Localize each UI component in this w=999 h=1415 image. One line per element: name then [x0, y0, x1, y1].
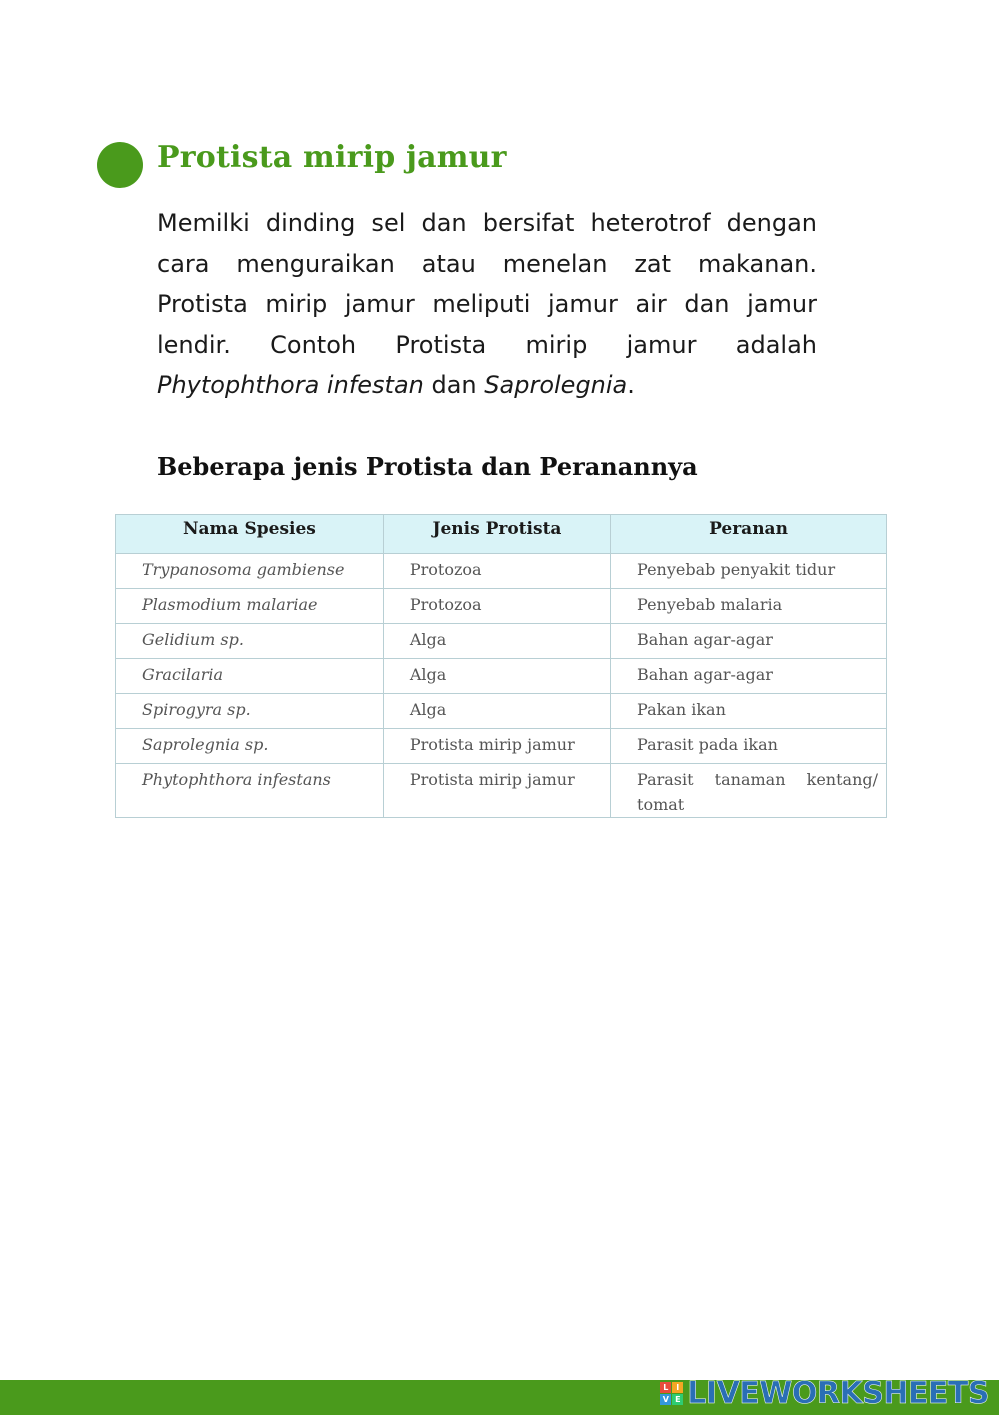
- cell-species: Phytophthora infestans: [116, 764, 384, 818]
- cell-species: Spirogyra sp.: [116, 694, 384, 729]
- cell-type: Protozoa: [383, 589, 610, 624]
- cell-species: Saprolegnia sp.: [116, 729, 384, 764]
- cell-role: Parasit tanaman kentang/ tomat: [611, 764, 887, 818]
- section-title: Protista mirip jamur: [157, 140, 507, 175]
- header-nama-spesies: Nama Spesies: [116, 515, 384, 554]
- logo-letter: E: [672, 1394, 683, 1405]
- table-row: [116, 729, 887, 764]
- cell-type: Alga: [383, 659, 610, 694]
- cell-role: Bahan agar-agar: [611, 659, 887, 694]
- protista-table-container: [115, 514, 887, 818]
- logo-letter: I: [672, 1382, 683, 1393]
- cell-type: Alga: [383, 624, 610, 659]
- cell-type: Protista mirip jamur: [383, 729, 610, 764]
- cell-role: Pakan ikan: [611, 694, 887, 729]
- table-row: [116, 554, 887, 589]
- table-header-row: [116, 515, 887, 554]
- header-jenis-protista: Jenis Protista: [383, 515, 610, 554]
- cell-role: Penyebab malaria: [611, 589, 887, 624]
- cell-role: Penyebab penyakit tidur: [611, 554, 887, 589]
- species-name-italic: Phytophthora infestan: [157, 371, 424, 399]
- paragraph-text: dan: [423, 371, 485, 399]
- table-row: [116, 659, 887, 694]
- section-bullet: [97, 142, 143, 188]
- logo-grid-icon: [660, 1382, 683, 1405]
- table-row: [116, 764, 887, 818]
- protista-table: [115, 514, 887, 818]
- table-row: [116, 624, 887, 659]
- section-paragraph: [157, 203, 817, 406]
- cell-role: Parasit pada ikan: [611, 729, 887, 764]
- cell-species: Gracilaria: [116, 659, 384, 694]
- cell-role: Bahan agar-agar: [611, 624, 887, 659]
- table-row: [116, 694, 887, 729]
- cell-type: Protista mirip jamur: [383, 764, 610, 818]
- cell-species: Trypanosoma gambiense: [116, 554, 384, 589]
- cell-type: Protozoa: [383, 554, 610, 589]
- table-row: [116, 589, 887, 624]
- table-caption: Beberapa jenis Protista dan Peranannya: [157, 452, 698, 481]
- species-name-italic: Saprolegnia: [484, 371, 628, 399]
- cell-species: Plasmodium malariae: [116, 589, 384, 624]
- logo-letter: L: [660, 1382, 671, 1393]
- brand-name: LIVEWORKSHEETS: [687, 1376, 989, 1411]
- paragraph-text: .: [627, 371, 635, 399]
- cell-species: Gelidium sp.: [116, 624, 384, 659]
- liveworksheets-logo[interactable]: [660, 1376, 989, 1411]
- logo-letter: V: [660, 1394, 671, 1405]
- cell-type: Alga: [383, 694, 610, 729]
- paragraph-text: Memilki dinding sel dan bersifat heterotrof dengan cara menguraikan atau menelan zat makanan. Protista mirip jamur meliputi jamur air dan jamur lendir. Contoh Protista mirip jamur adalah: [157, 209, 817, 359]
- header-peranan: Peranan: [611, 515, 887, 554]
